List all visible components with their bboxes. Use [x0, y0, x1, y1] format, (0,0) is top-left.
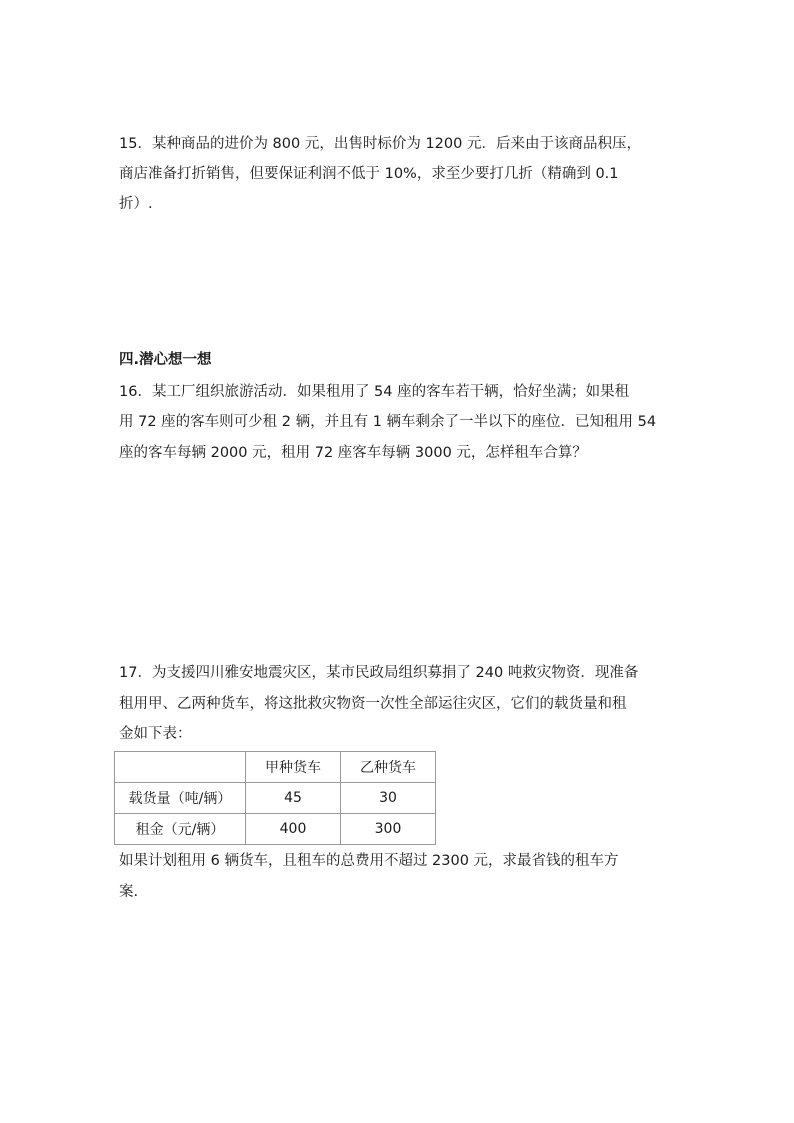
q17-after-line-1: 如果计划租用 6 辆货车，且租车的总费用不超过 2300 元，求最省钱的租车方 — [119, 853, 619, 869]
q16-line-3: 座的客车每辆 2000 元，租用 72 座客车每辆 3000 元，怎样租车合算？ — [119, 445, 587, 461]
q16-line-1: 16．某工厂组织旅游活动．如果租用了 54 座的客车若干辆，恰好坐满；如果租 — [119, 384, 630, 400]
q17-line-3: 金如下表： — [119, 726, 192, 742]
table-header-cell — [115, 752, 246, 783]
q15-line-3: 折）. — [119, 196, 153, 212]
table-row — [115, 814, 436, 845]
table-cell: 租金（元/辆） — [115, 814, 246, 845]
q17-after-line-2: 案. — [119, 884, 139, 900]
truck-table — [114, 751, 436, 845]
q17-line-1: 17．为支援四川雅安地震灾区，某市民政局组织募捐了 240 吨救灾物资．现准备 — [119, 665, 639, 681]
q17-line-2: 租用甲、乙两种货车，将这批救灾物资一次性全部运往灾区，它们的载货量和租 — [119, 696, 627, 712]
table-cell: 45 — [246, 783, 341, 814]
table-header-cell: 甲种货车 — [246, 752, 341, 783]
q15-line-1: 15．某种商品的进价为 800 元，出售时标价为 1200 元．后来由于该商品积压， — [119, 136, 641, 152]
table-header-cell: 乙种货车 — [341, 752, 436, 783]
table-cell: 400 — [246, 814, 341, 845]
table-cell: 300 — [341, 814, 436, 845]
table-cell: 30 — [341, 783, 436, 814]
q16-line-2: 用 72 座的客车则可少租 2 辆，并且有 1 辆车剩余了一半以下的座位．已知租用 54 — [119, 414, 657, 430]
q15-line-2: 商店准备打折销售，但要保证利润不低于 10%，求至少要打几折（精确到 0.1 — [119, 166, 619, 182]
table-row — [115, 783, 436, 814]
table-cell: 载货量（吨/辆） — [115, 783, 246, 814]
section-title: 四.潜心想一想 — [119, 352, 212, 368]
table-header-row — [115, 752, 436, 783]
